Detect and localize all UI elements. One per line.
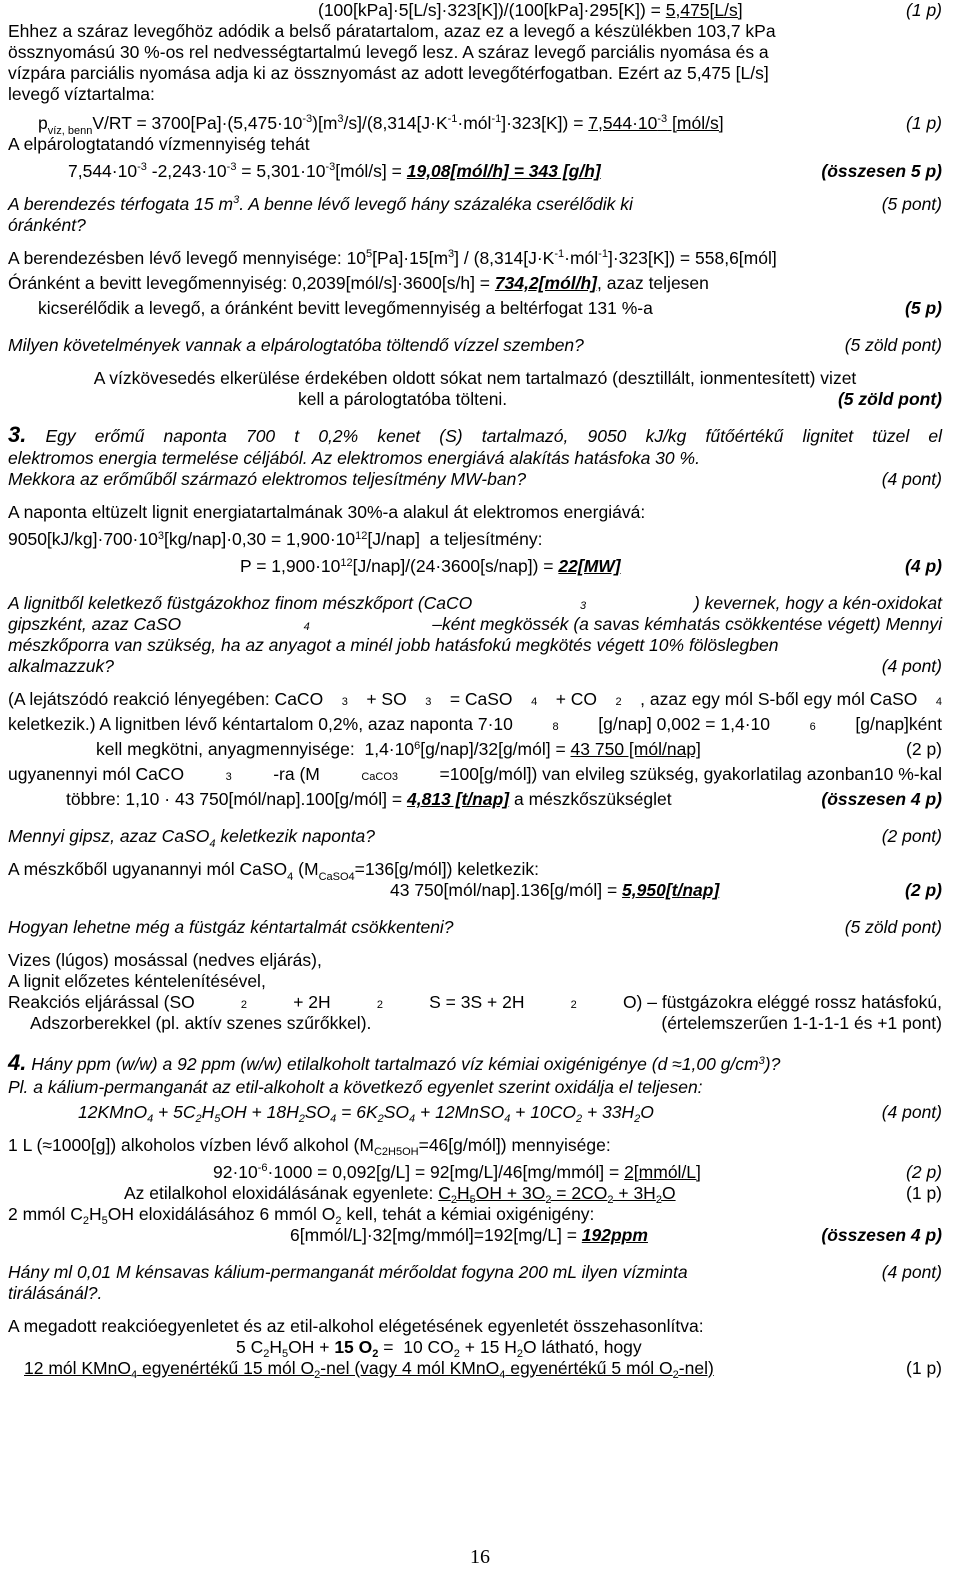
points-label: (2 pont) (881, 826, 942, 847)
points-label: (5 p) (905, 298, 942, 318)
line-32 (8, 826, 942, 850)
line-text: $9050[kJ/kg]\cdot 700\cdot 10^3[kg/nap]\cdot 0,30 = 1,900\cdot 10^{12}[J/nap]$ a teljesítmény: (8, 529, 543, 550)
points-label: (1 p) (906, 113, 942, 133)
line-09 (8, 194, 942, 215)
points-label: (1 p) (906, 1357, 942, 1378)
line-text: kicserélődik a levegő, a óránként bevitt levegőmennyiség a beltérfogat 131 %-a (38, 298, 653, 318)
line-04: vízpára parciális nyomása adja ki az össznyomást az adott levegőtérfogatban. Ezért az 5,475 [L/s] (8, 63, 769, 83)
line-text: Hogyan lehetne még a füstgáz kéntartalmát csökkenteni? (8, 917, 454, 938)
points-label: (4 p) (905, 556, 942, 577)
line-21 (8, 529, 942, 550)
line-12 (8, 273, 942, 294)
line-44 (8, 1162, 942, 1183)
line-27: (A lejátszódó reakció lényegében: CaCO 3 + SO 3 = CaSO 4 + CO 2 , azaz egy mól S-ből egy mól CaSO 4 (8, 689, 942, 710)
points-label: (összesen 5 p) (821, 161, 942, 181)
points-label: (összesen 4 p) (821, 789, 942, 810)
line-text: 12 mól KMnO$_4$ egyenértékű 15 mól $O_2$-nel (vagy 4 mól KMnO$_4$ egyenértékű 5 mól $O_2-nel$) (24, 1357, 714, 1382)
line-08 (8, 161, 942, 182)
points-label: (4 pont) (881, 469, 942, 490)
line-text: többre: 1,10 · 43 750[mól/nap].100[g/mól] = 4,813 [t/nap] a mészkőszükséglet (66, 789, 672, 810)
line-text: 3. Egy erőmű naponta 700 t 0,2% kenet (S) tartalmazó, 9050 kJ/kg fűtőértékű lignitet tüzel el (8, 422, 942, 447)
line-03: össznyomású 30 %-os rel nedvességtartalmú levegő lesz. A száraz levegő parciális nyomása és a (8, 42, 769, 62)
line-text: $7,544\cdot 10^{-3}$ $-2,243\cdot 10^{-3}$ = $5,301\cdot 10^{-3}[mól/s]$ = 19,08[mól/h] = 343 [g/h] (68, 161, 601, 181)
line-33 (8, 859, 942, 883)
line-text: 12KMnO$_4$ + $5C_2H_5OH + 18H_2SO_4 = 6K_2SO_4$ + 12MnSO$_4$ + $10CO_2 + 33H_2O$ (78, 1101, 654, 1126)
line-text: Hány ml 0,01 M kénsavas kálium-permanganát mérőoldat fogyna 200 mL ilyen vízminta (8, 1261, 688, 1282)
line-text: Mekkora az erőműből származó elektromos teljesítmény MW-ban? (8, 469, 527, 490)
line-01 (8, 0, 942, 21)
line-text: A mészkőből ugyanannyi mól CaSO$_4$ $(M_{CaSO4}=136[g/mól])$ keletkezik: (8, 859, 539, 883)
line-text: A berendezés térfogata 15 $m^3$. A benne lévő levegő hány százaléka cserélődik ki (8, 194, 633, 214)
line-13 (8, 298, 942, 319)
line-48 (8, 1262, 942, 1283)
line-37: A lignit előzetes kéntelenítésével, (8, 971, 266, 992)
line-11 (8, 248, 942, 269)
line-text: $P = 1,900\cdot 10^{12}[J/nap]/(24\cdot 3600[s/nap]) = 22[MW]$ (240, 556, 621, 577)
line-text: $92\cdot 10^{-6}\cdot 1000 = 0,092[g/L]$ = 92[mg/L]/46[mg/mmól] = 2[mmól/L] (213, 1161, 701, 1182)
line-text: 2 mmól $C_2H_5OH$ eloxidálásához 6 mmól $O_2$ kell, tehát a kémiai oxigénigény: (8, 1203, 595, 1228)
line-text: Az etilalkohol eloxidálásának egyenlete: $C_2H_5OH + 3O_2 = 2CO_2 + 3H_2O$ (124, 1182, 676, 1207)
line-30: ugyanennyi mól CaCO 3 -ra (M CaCO3 =100[g/mól]) van elvileg szükség, gyakorlatilag azonban10 %-kal (8, 764, 942, 785)
line-52 (8, 1357, 942, 1382)
line-07: A elpárologtatandó vízmennyiség tehát (8, 134, 310, 154)
line-text: (100[kPa]·5[L/s]·323[K])/(100[kPa]·295[K]) = 5,475[L/s] (318, 0, 743, 20)
points-label: (5 zöld pont) (844, 335, 942, 355)
line-42 (8, 1101, 942, 1126)
line-41: Pl. a kálium-permanganát az etil-alkoholt a következő egyenlet szerint oxidálja el teljesen: (8, 1076, 703, 1097)
line-51 (8, 1336, 942, 1361)
line-50: A megadott reakcióegyenletet és az etil-alkohol elégetésének egyenletét összehasonlítva: (8, 1315, 704, 1336)
line-text: Milyen követelmények vannak a elpárologtatóba töltendő vízzel szemben? (8, 335, 584, 355)
line-46 (8, 1203, 942, 1228)
line-38: Reakciós eljárással (SO 2 + 2H 2 S = 3S + 2H 2 O) – füstgázokra eléggé rossz hatásfokú, (8, 992, 942, 1013)
points-label: (2 p) (906, 1161, 942, 1182)
points-label: (értelemszerűen 1-1-1-1 és +1 pont) (661, 1013, 942, 1034)
line-49: tirálásánál?. (8, 1282, 103, 1303)
line-35 (8, 917, 942, 938)
line-text: alkalmazzuk? (8, 656, 115, 677)
points-label: (4 pont) (881, 656, 942, 677)
line-22 (8, 556, 942, 577)
points-label: (összesen 4 p) (821, 1224, 942, 1245)
line-47 (8, 1225, 942, 1246)
line-14 (8, 335, 942, 356)
line-02: Ehhez a száraz levegőhöz adódik a belső páratartalom, azaz ez a levegő a készülékben 103,7 kPa (8, 21, 776, 41)
line-18: elektromos energia termelése céljából. Az elektromos energiává alakítás hatásfoka 30 %. (8, 448, 700, 469)
line-19 (8, 469, 942, 490)
points-label: (5 pont) (881, 194, 942, 214)
line-29 (8, 739, 942, 760)
line-10: óránként? (8, 215, 86, 235)
line-text: Óránként a bevitt levegőmennyiség: 0,2039[mól/s]·3600[s/h] = 734,2[mól/h], azaz teljesen (8, 273, 709, 293)
points-label: (5 zöld pont) (837, 389, 942, 409)
line-24: gipszként, azaz CaSO 4 –ként megkössék (a savas kémhatás csökkentése végett) Mennyi (8, 614, 942, 635)
points-label: (2 p) (906, 739, 942, 760)
page-number: 16 (470, 1546, 490, 1568)
line-40 (8, 1050, 942, 1076)
line-06 (8, 113, 942, 137)
line-17 (8, 422, 942, 448)
points-label: (5 zöld pont) (844, 917, 942, 938)
line-28: keletkezik.) A lignitben lévő kéntartalom 0,2%, azaz naponta 7·10 8 [g/nap] 0,002 = 1,4·10 6 [g/nap]ként (8, 714, 942, 735)
line-43 (8, 1134, 942, 1159)
line-text: 6[mmól/L]·32[mg/mmól]=192[mg/L] = 192ppm (290, 1224, 648, 1245)
line-text: 5 $C_2H_5OH + 15$ $O_2 = 10$ $CO_2 + 15$ $H_2O$ látható, hogy (236, 1336, 642, 1361)
line-34 (8, 880, 942, 901)
line-text: A berendezésben lévő levegő mennyisége: $10^5[Pa]\cdot 15[m^3]$ / $(8,314[J\cdot K^{-1}\cdot mól^{-1}]\cdot 323[K])$ = 558,6[mól] (8, 248, 777, 268)
line-26 (8, 656, 942, 677)
line-20: A naponta eltüzelt lignit energiatartalmának 30%-a alakul át elektromos energiává: (8, 502, 646, 523)
line-text: kell a párologtatóba tölteni. (298, 389, 508, 409)
line-15: A vízkövesedés elkerülése érdekében oldott sókat nem tartalmazó (desztillált, ionmentesített) vizet (93, 368, 857, 388)
line-23: A lignitből keletkező füstgázokhoz finom mészkőport (CaCO 3 ) kevernek, hogy a kén-oxidokat (8, 593, 942, 614)
points-label: (1 p) (906, 0, 942, 20)
document-page (8, 0, 942, 1382)
line-text: 4. Hány ppm (w/w) a 92 ppm (w/w) etilalkoholt tartalmazó víz kémiai oxigénigénye (d ≈1,00 $g/cm^3$)? (8, 1050, 781, 1076)
line-text: Mennyi gipsz, azaz CaSO$_4$ keletkezik naponta? (8, 826, 376, 850)
line-36: Vizes (lúgos) mosással (nedves eljárás), (8, 950, 322, 971)
points-label: (4 pont) (881, 1101, 942, 1122)
line-25: mészkőporra van szükség, ha az anyagot a minél jobb hatásfokú megkötés végett 10% fölöslegben (8, 635, 779, 656)
line-text: kell megkötni, anyagmennyisége: $1,4\cdot 10^6[g/nap]/32[g/mól] = 43$ 750 [mól/nap] (96, 739, 701, 760)
points-label: (2 p) (905, 880, 942, 901)
points-label: (1 p) (906, 1182, 942, 1203)
line-05: levegő víztartalma: (8, 84, 155, 104)
line-text: 43 750[mól/nap].136[g/mól] = 5,950[t/nap] (390, 880, 720, 901)
line-16 (8, 389, 942, 410)
points-label: (4 pont) (881, 1261, 942, 1282)
line-text: $p_{víz, benn}V/RT$ = $3700[Pa]\cdot(5,475\cdot 10^{-3})[m^3/s]/(8,314[J\cdot K^{-1}\cdot mól^{-1}]\cdot 323[K]) = 7,544\cdot 10^{-3}$ [mól/s] (38, 113, 724, 137)
line-31 (8, 789, 942, 810)
line-text: Adszorberekkel (pl. aktív szenes szűrőkkel). (30, 1013, 372, 1034)
line-45 (8, 1182, 942, 1207)
line-text: 1 L (≈1000[g]) alkoholos vízben lévő alkohol $(M_{C2H5OH}=46[g/mól])$ mennyisége: (8, 1134, 611, 1159)
line-39 (8, 1013, 942, 1034)
